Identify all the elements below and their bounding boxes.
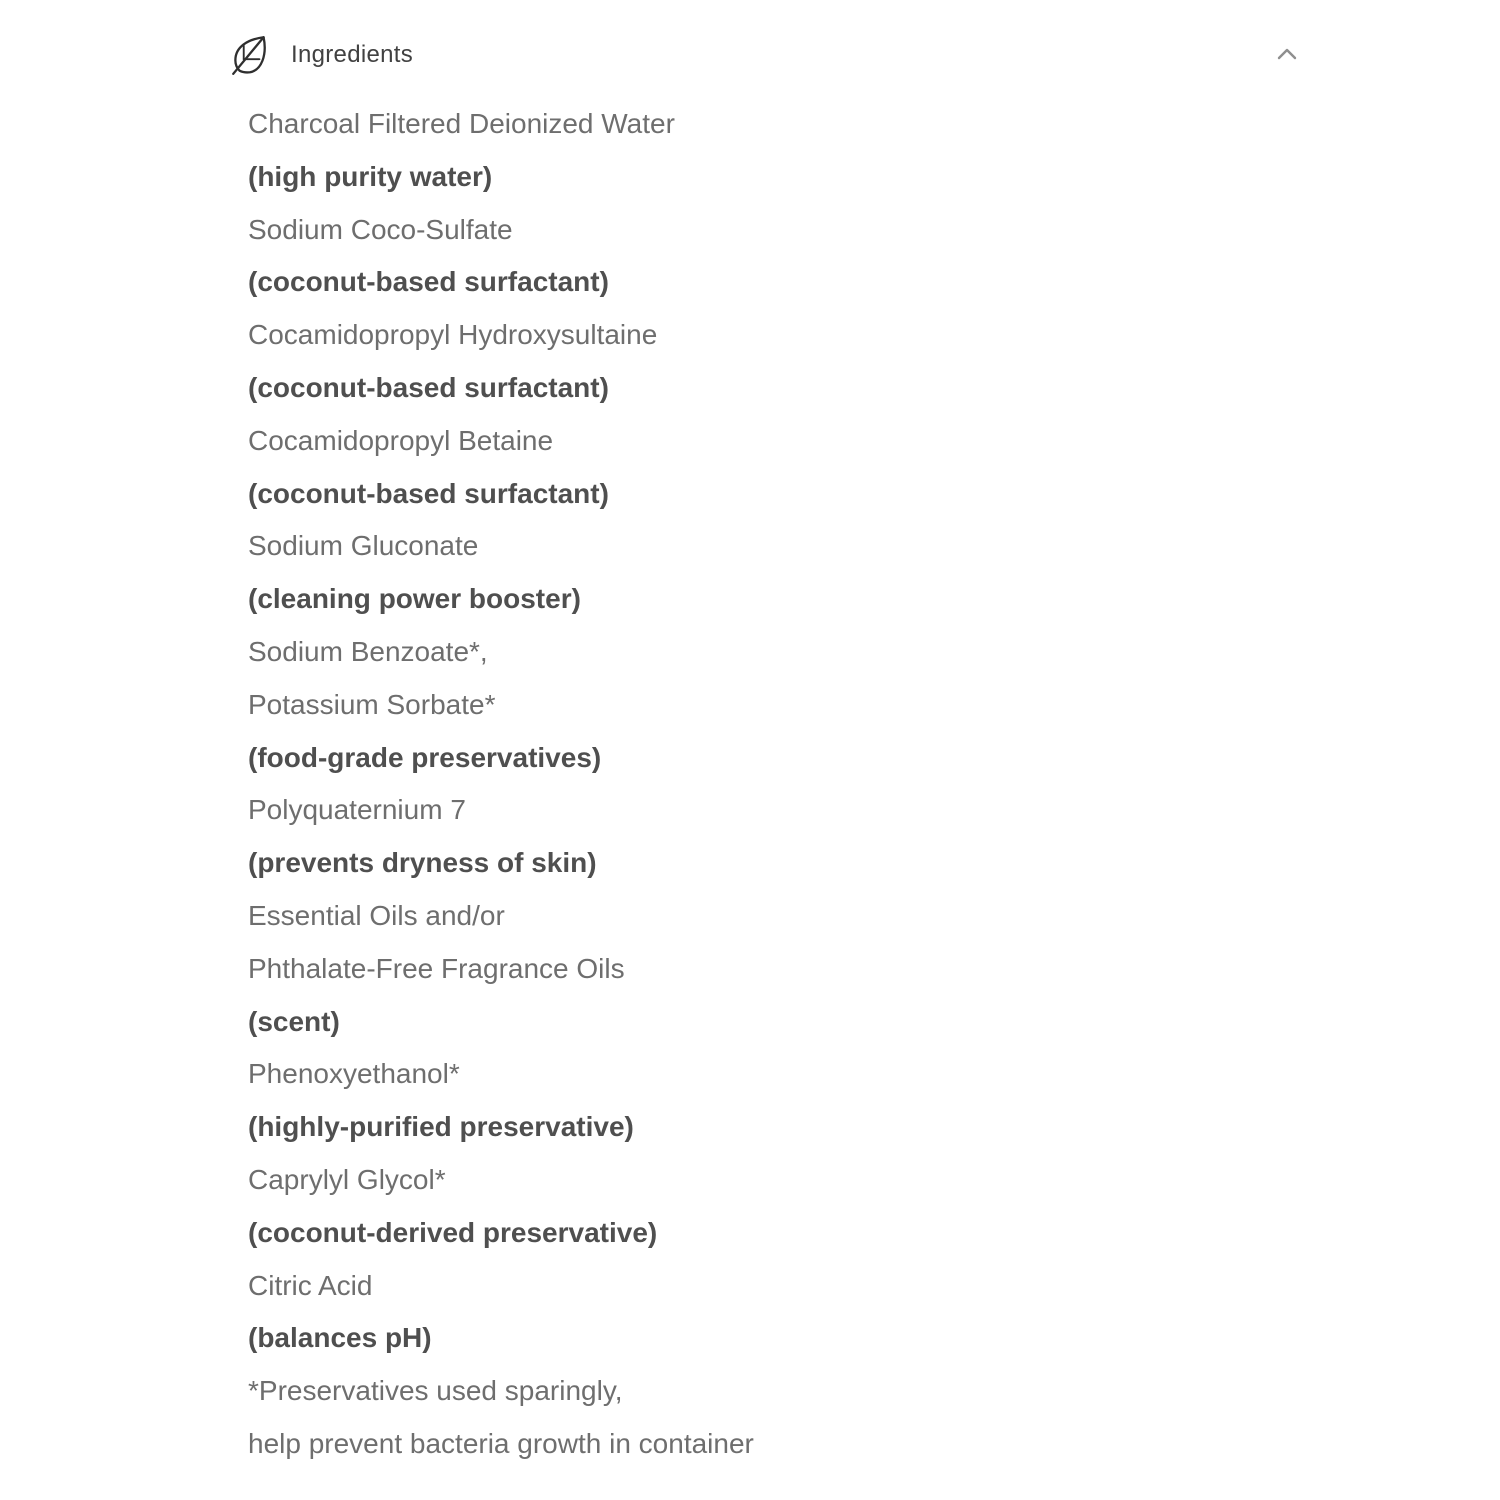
ingredient-line: Essential Oils and/or: [248, 899, 505, 931]
ingredient-line: help prevent bacteria growth in container: [248, 1427, 754, 1459]
ingredient-line: Sodium Gluconate: [248, 530, 479, 562]
ingredient-line: Polyquaternium 7: [248, 794, 466, 826]
ingredient-line: (coconut-based surfactant): [248, 266, 609, 298]
ingredient-line: Phthalate-Free Fragrance Oils: [248, 952, 625, 984]
ingredient-line: Caprylyl Glycol*: [248, 1163, 446, 1195]
ingredient-line: *Preservatives used sparingly,: [248, 1375, 623, 1407]
ingredient-line: (balances pH): [248, 1322, 432, 1354]
ingredient-line: (highly-purified preservative): [248, 1111, 634, 1143]
ingredient-line: Charcoal Filtered Deionized Water: [248, 108, 675, 139]
ingredient-line: Sodium Coco-Sulfate: [248, 213, 513, 245]
ingredient-line: (coconut-based surfactant): [248, 477, 609, 509]
ingredient-line: (prevents dryness of skin): [248, 847, 597, 879]
ingredient-line: Potassium Sorbate*: [248, 688, 496, 720]
leaf-icon: [228, 30, 272, 80]
ingredient-line: (coconut-based surfactant): [248, 371, 609, 403]
ingredient-line: Citric Acid: [248, 1269, 373, 1301]
ingredient-line: Cocamidopropyl Betaine: [248, 424, 554, 456]
ingredient-line: Sodium Benzoate*,: [248, 635, 488, 667]
ingredients-list: [248, 98, 1304, 1471]
ingredient-line: (scent): [248, 1005, 340, 1037]
section-title: Ingredients: [291, 41, 414, 68]
ingredient-line: (food-grade preservatives): [248, 741, 602, 773]
ingredient-line: (high purity water): [248, 160, 493, 192]
collapse-button[interactable]: [1270, 38, 1304, 72]
ingredient-line: Cocamidopropyl Hydroxysultaine: [248, 319, 658, 351]
chevron-up-icon: [1274, 42, 1300, 68]
ingredient-line: Phenoxyethanol*: [248, 1058, 460, 1090]
ingredients-section: [228, 30, 1304, 1471]
ingredient-line: (cleaning power booster): [248, 583, 581, 615]
ingredients-section-header[interactable]: [228, 30, 1304, 80]
ingredient-line: (coconut-derived preservative): [248, 1216, 658, 1248]
